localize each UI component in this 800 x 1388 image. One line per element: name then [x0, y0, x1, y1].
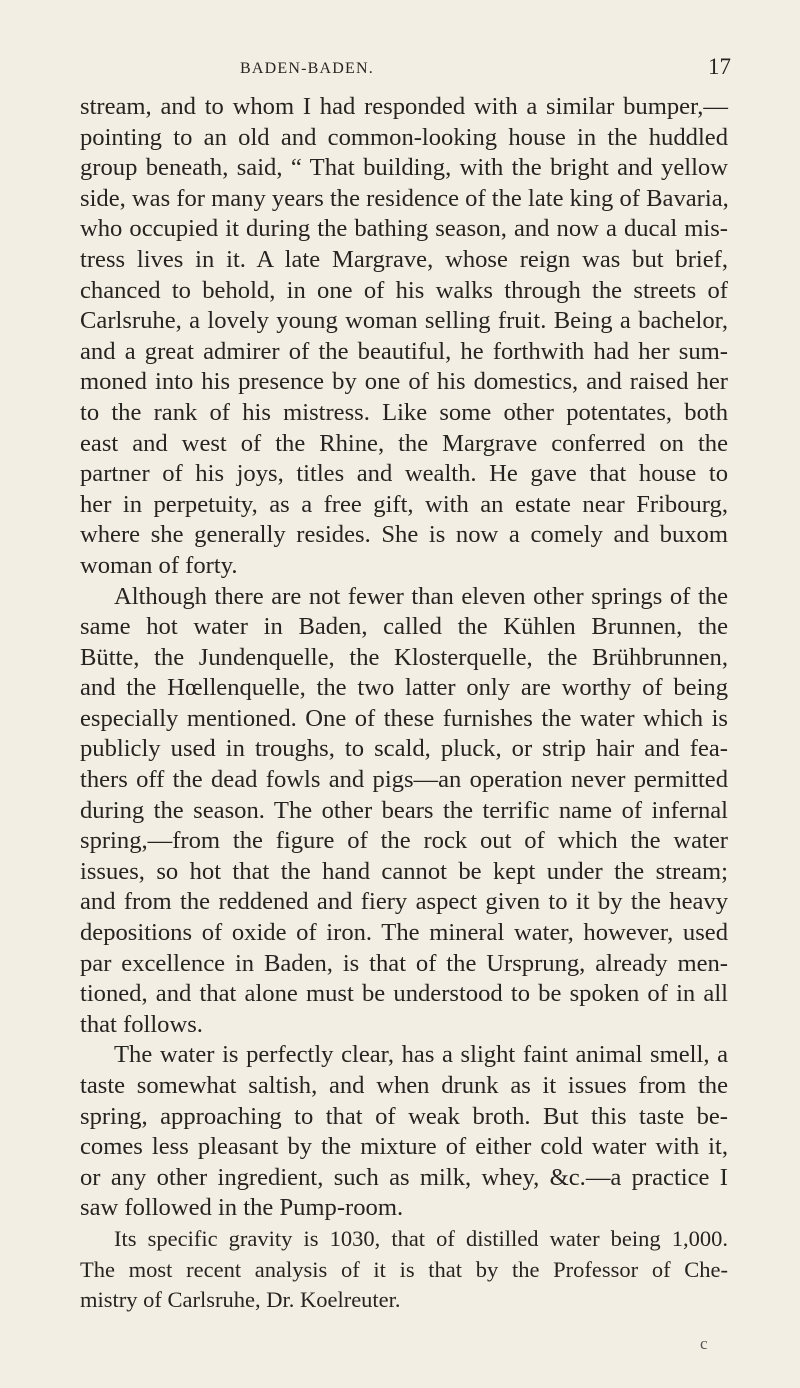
text-line: The water is perfectly clear, has a slight faint animal smell, a	[114, 1041, 728, 1069]
body-text	[80, 92, 728, 1316]
text-line: Carlsruhe, a lovely young woman selling fruit. Being a bachelor,	[80, 307, 728, 335]
text-line: Bütte, the Jundenquelle, the Klosterquelle, the Brühbrunnen,	[80, 643, 728, 671]
text-line: and the Hœllenquelle, the two latter only are worthy of being	[80, 674, 728, 702]
text-line: side, was for many years the residence of the late king of Bavaria,	[80, 184, 729, 212]
text-line: pointing to an old and common-looking house in the huddled	[80, 123, 728, 151]
running-title: BADEN-BADEN.	[240, 60, 374, 77]
text-line: spring,—from the figure of the rock out of which the water	[80, 827, 728, 855]
text-line: group beneath, said, “ That building, with the bright and yellow	[80, 154, 728, 182]
text-line: woman of forty.	[80, 551, 238, 579]
page-number: 17	[708, 54, 731, 79]
text-line: her in perpetuity, as a free gift, with an estate near Fribourg,	[80, 490, 728, 518]
text-line: Although there are not fewer than eleven other springs of the	[114, 582, 728, 610]
text-line: moned into his presence by one of his domestics, and raised her	[80, 368, 728, 396]
text-line: The most recent analysis of it is that by the Professor of Che-	[80, 1256, 728, 1282]
text-line: to the rank of his mistress. Like some other potentates, both	[80, 398, 728, 426]
text-line: par excellence in Baden, is that of the Ursprung, already men-	[80, 949, 728, 977]
text-line: that follows.	[80, 1010, 203, 1038]
text-line: spring, approaching to that of weak broth. But this taste be-	[80, 1102, 728, 1130]
text-line: chanced to behold, in one of his walks through the streets of	[80, 276, 728, 304]
text-line: or any other ingredient, such as milk, whey, &c.—a practice I	[80, 1163, 728, 1191]
text-line: and from the reddened and fiery aspect given to it by the heavy	[80, 888, 728, 916]
text-line: issues, so hot that the hand cannot be kept under the stream;	[80, 857, 728, 885]
text-line: stream, and to whom I had responded with a similar bumper,—	[80, 93, 728, 120]
text-line: especially mentioned. One of these furnishes the water which is	[80, 704, 728, 732]
text-line: thers off the dead fowls and pigs—an operation never permitted	[80, 766, 728, 794]
text-line: where she generally resides. She is now a comely and buxom	[80, 521, 728, 549]
text-line: publicly used in troughs, to scald, pluck, or strip hair and fea-	[80, 735, 728, 763]
text-line: saw followed in the Pump-room.	[80, 1194, 404, 1222]
text-line: Its specific gravity is 1030, that of distilled water being 1,000.	[114, 1225, 728, 1251]
text-line: partner of his joys, titles and wealth. He gave that house to	[80, 460, 728, 488]
text-line: same hot water in Baden, called the Kühlen Brunnen, the	[80, 613, 728, 641]
text-line: taste somewhat saltish, and when drunk as it issues from the	[80, 1072, 728, 1099]
signature-mark: c	[700, 1334, 708, 1353]
text-line: tress lives in it. A late Margrave, whose reign was but brief,	[80, 245, 728, 273]
text-line: tioned, and that alone must be understood to be spoken of in all	[80, 980, 728, 1008]
text-line: mistry of Carlsruhe, Dr. Koelreuter.	[80, 1287, 401, 1313]
text-line: depositions of oxide of iron. The mineral water, however, used	[80, 919, 728, 947]
text-line: and a great admirer of the beautiful, he forthwith had her sum-	[80, 337, 728, 365]
text-line: comes less pleasant by the mixture of either cold water with it,	[80, 1133, 728, 1161]
text-line: who occupied it during the bathing season, and now a ducal mis-	[80, 215, 728, 243]
text-line: east and west of the Rhine, the Margrave conferred on the	[80, 429, 728, 457]
text-line: during the season. The other bears the terrific name of infernal	[80, 796, 728, 824]
